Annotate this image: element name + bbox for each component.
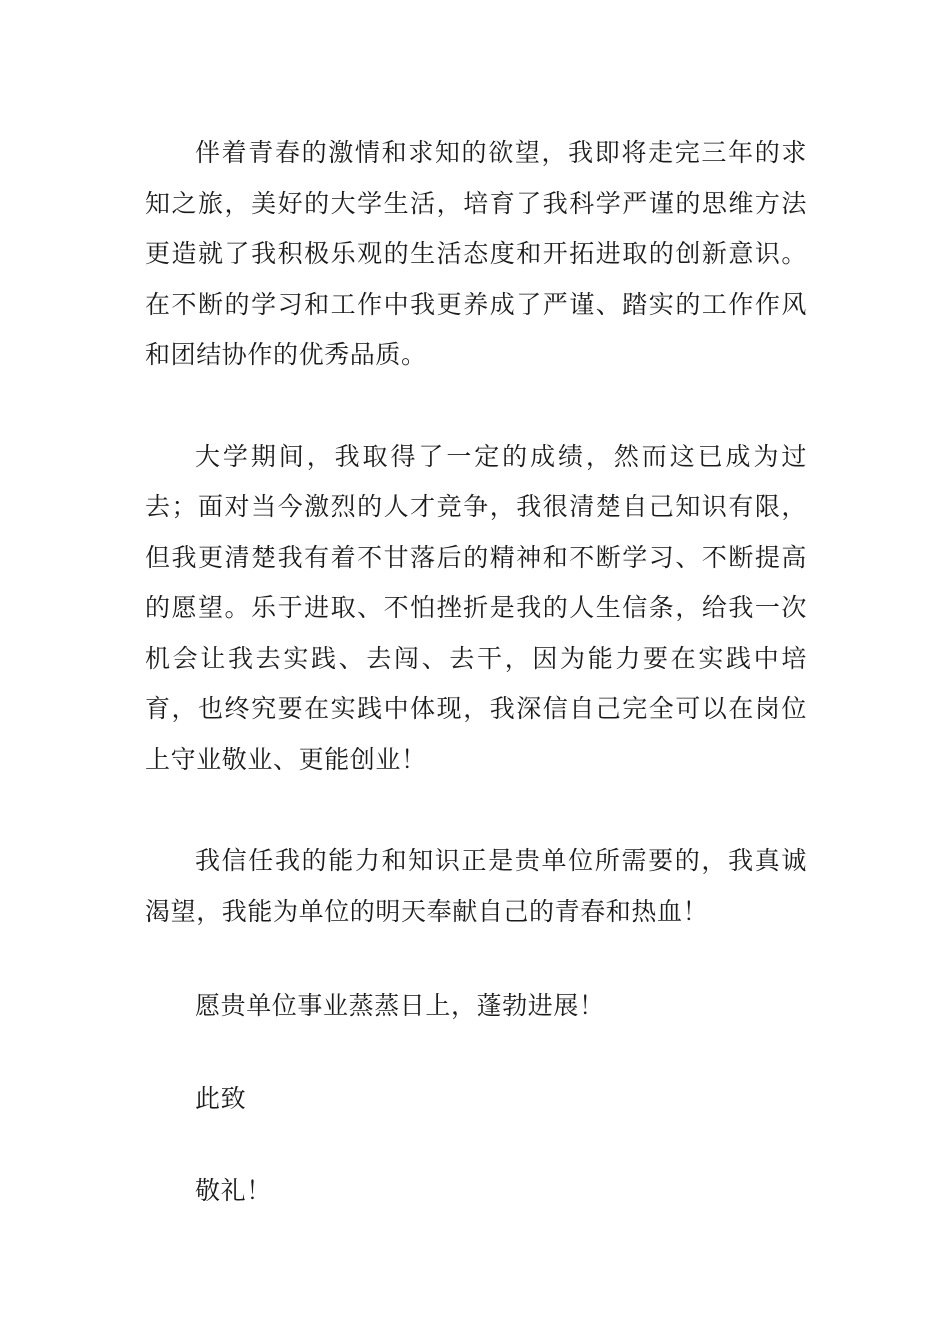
closing-regards: 敬礼！ — [195, 1176, 272, 1205]
paragraph-confidence: 我信任我的能力和知识正是贵单位所需要的，我真诚渴望，我能为单位的明天奉献自己的青春和热血！ — [145, 846, 807, 926]
closing-salutation: 此致 — [195, 1083, 247, 1113]
paragraph-wishes: 愿贵单位事业蒸蒸日上，蓬勃进展！ — [195, 991, 605, 1020]
letter-body — [145, 128, 807, 1217]
paragraph-achievements: 大学期间，我取得了一定的成绩，然而这已成为过去；面对当今激烈的人才竞争，我很清楚自己知识有限，但我更清楚我有着不甘落后的精神和不断学习、不断提高的愿望。乐于进取、不怕挫折是我的人生信条，给我一次机会让我去实践、去闯、去干，因为能力要在实践中培育，也终究要在实践中体现，我深信自己完全可以在岗位上守业敬业、更能创业！ — [145, 441, 807, 774]
paragraph-intro: 伴着青春的激情和求知的欲望，我即将走完三年的求知之旅，美好的大学生活，培育了我科学严谨的思维方法更造就了我积极乐观的生活态度和开拓进取的创新意识。在不断的学习和工作中我更养成了严谨、踏实的工作作风和团结协作的优秀品质。 — [145, 138, 807, 369]
